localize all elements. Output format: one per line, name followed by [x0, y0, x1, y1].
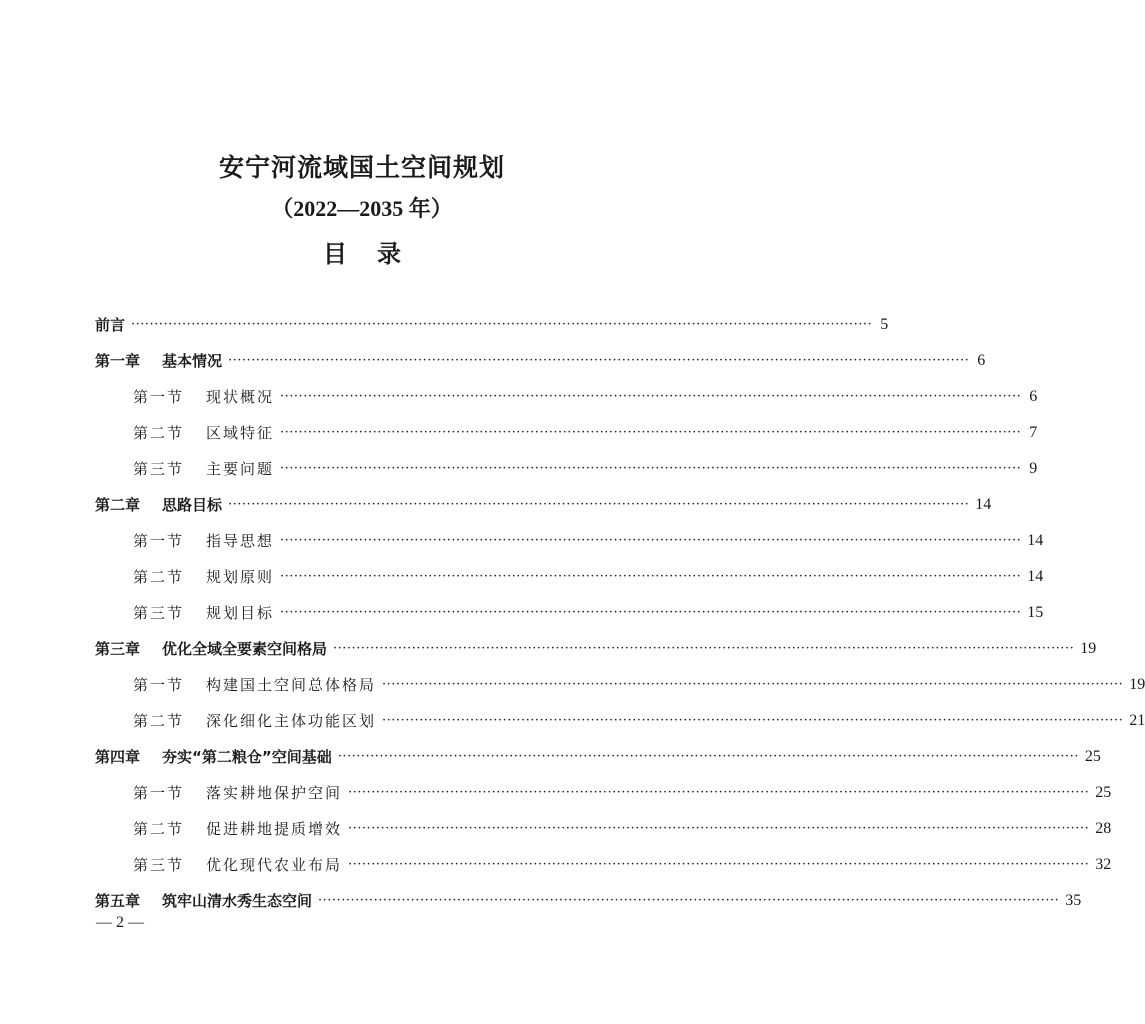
toc-entry-number: 第三节 [133, 604, 185, 622]
toc-entry-title: 现状概况 [206, 388, 275, 406]
dot-leader: ································································································································································ [348, 857, 1090, 872]
toc-entry-number: 第二节 [133, 424, 185, 442]
toc-entry-title: 落实耕地保护空间 [206, 784, 343, 802]
toc-entry-label [95, 888, 312, 914]
toc-entry[interactable] [133, 384, 1038, 410]
toc-entry-label [133, 420, 274, 446]
toc-entry-page: 28 [1095, 820, 1112, 837]
toc-entry[interactable] [95, 492, 992, 518]
toc-entry-number: 第一节 [133, 388, 185, 406]
toc-entry-page: 35 [1065, 892, 1082, 909]
toc-entry[interactable] [95, 744, 1101, 770]
toc-entry-number: 第一章 [95, 352, 141, 370]
toc-entry-label [95, 492, 222, 518]
toc-entry-number: 第四章 [95, 748, 141, 766]
toc-entry-number: 第二节 [133, 568, 185, 586]
toc-entry[interactable] [133, 852, 1112, 878]
toc-heading-char-2: 录 [377, 239, 401, 268]
toc-entry-title: 主要问题 [206, 460, 275, 478]
toc-entry-page: 14 [1027, 568, 1044, 585]
toc-entry-page: 14 [975, 496, 992, 513]
toc-entry-label [133, 816, 342, 842]
toc-entry-page: 32 [1095, 856, 1112, 873]
toc-entry-label [133, 564, 274, 590]
toc-entry-title: 构建国土空间总体格局 [206, 676, 377, 694]
toc-entry[interactable] [133, 456, 1038, 482]
toc-entry-label [133, 528, 274, 554]
toc-entry-label [133, 780, 342, 806]
toc-entry-number: 第三节 [133, 856, 185, 874]
toc-entry-page: 7 [1029, 424, 1038, 441]
toc-entry-label [95, 348, 222, 374]
toc-entry-page: 25 [1095, 784, 1112, 801]
toc-entry-label [133, 708, 376, 734]
toc-entry-label [133, 600, 274, 626]
toc-entry-title: 深化细化主体功能区划 [206, 712, 377, 730]
toc-entry-page: 21 [1129, 712, 1145, 729]
dot-leader: ································································································································································ [382, 713, 1124, 728]
dot-leader: ································································································································································ [382, 677, 1124, 692]
toc-entry-label [95, 744, 332, 770]
document-subtitle: （2022—2035 年） [271, 196, 453, 221]
toc-entry-page: 6 [977, 352, 986, 369]
dot-leader: ································································································································································ [333, 641, 1075, 656]
toc-entry-label [133, 384, 274, 410]
toc-entry-number: 第一节 [133, 532, 185, 550]
toc-entry[interactable] [133, 816, 1112, 842]
toc-entry[interactable] [133, 528, 1044, 554]
dot-leader: ································································································································································ [280, 533, 1022, 548]
toc-entry-label [95, 312, 125, 338]
toc-entry[interactable] [95, 348, 986, 374]
toc-entry-number: 第三章 [95, 640, 141, 658]
dot-leader: ································································································································································ [318, 893, 1060, 908]
toc-entry-page: 15 [1027, 604, 1044, 621]
toc-entry[interactable] [133, 600, 1044, 626]
toc-entry-title: 指导思想 [206, 532, 275, 550]
dot-leader: ································································································································································ [280, 425, 1022, 440]
toc-entry-label [133, 672, 376, 698]
toc-entry-title: 前言 [95, 316, 126, 334]
dot-leader: ································································································································································ [337, 749, 1079, 764]
toc-entry-title: 规划目标 [206, 604, 275, 622]
dot-leader: ································································································································································ [131, 317, 873, 332]
toc-entry[interactable] [133, 708, 1145, 734]
toc-entry-title: 规划原则 [206, 568, 275, 586]
toc-entry-number: 第一节 [133, 676, 185, 694]
dot-leader: ································································································································································ [280, 389, 1022, 404]
toc-entry-page: 19 [1080, 640, 1097, 657]
toc-entry-label [133, 456, 274, 482]
toc-entry[interactable] [95, 312, 889, 338]
toc-entry-page: 5 [880, 316, 889, 333]
toc-entry[interactable] [133, 420, 1038, 446]
toc-entry-number: 第二节 [133, 712, 185, 730]
page-number: — 2 — [96, 914, 144, 931]
toc-entry-title: 思路目标 [162, 496, 223, 514]
toc-entry-number: 第二章 [95, 496, 141, 514]
toc-entry-page: 25 [1084, 748, 1101, 765]
toc-entry-page: 9 [1029, 460, 1038, 477]
toc-entry-title: 筑牢山清水秀生态空间 [162, 892, 313, 910]
toc-entry-label [95, 636, 327, 662]
toc-entry-number: 第五章 [95, 892, 141, 910]
document-title: 安宁河流域国土空间规划 [218, 153, 505, 182]
toc-entry[interactable] [133, 564, 1044, 590]
dot-leader: ································································································································································ [280, 569, 1022, 584]
toc-entry[interactable] [133, 780, 1112, 806]
toc-entry-title: 优化全域全要素空间格局 [162, 640, 328, 658]
toc-entry-label [133, 852, 342, 878]
toc-entry-page: 6 [1029, 388, 1038, 405]
dot-leader: ································································································································································ [348, 821, 1090, 836]
toc-entry-number: 第二节 [133, 820, 185, 838]
toc-entry-page: 19 [1129, 676, 1145, 693]
toc-entry[interactable] [95, 888, 1082, 914]
toc-entry[interactable] [95, 636, 1097, 662]
toc-entry-title: 优化现代农业布局 [206, 856, 343, 874]
toc-entry-title: 夯实“第二粮仓”空间基础 [162, 748, 332, 766]
toc-entry-title: 基本情况 [162, 352, 223, 370]
toc-entry-page: 14 [1027, 532, 1044, 549]
toc-entry-title: 区域特征 [206, 424, 275, 442]
toc-entry-number: 第三节 [133, 460, 185, 478]
toc-heading-char-1: 目 [323, 239, 347, 268]
dot-leader: ································································································································································ [280, 461, 1022, 476]
dot-leader: ································································································································································ [348, 785, 1090, 800]
toc-entry-title: 促进耕地提质增效 [206, 820, 343, 838]
dot-leader: ································································································································································ [228, 353, 970, 368]
dot-leader: ································································································································································ [228, 497, 970, 512]
toc-entry-number: 第一节 [133, 784, 185, 802]
toc-entry[interactable] [133, 672, 1145, 698]
dot-leader: ································································································································································ [280, 605, 1022, 620]
